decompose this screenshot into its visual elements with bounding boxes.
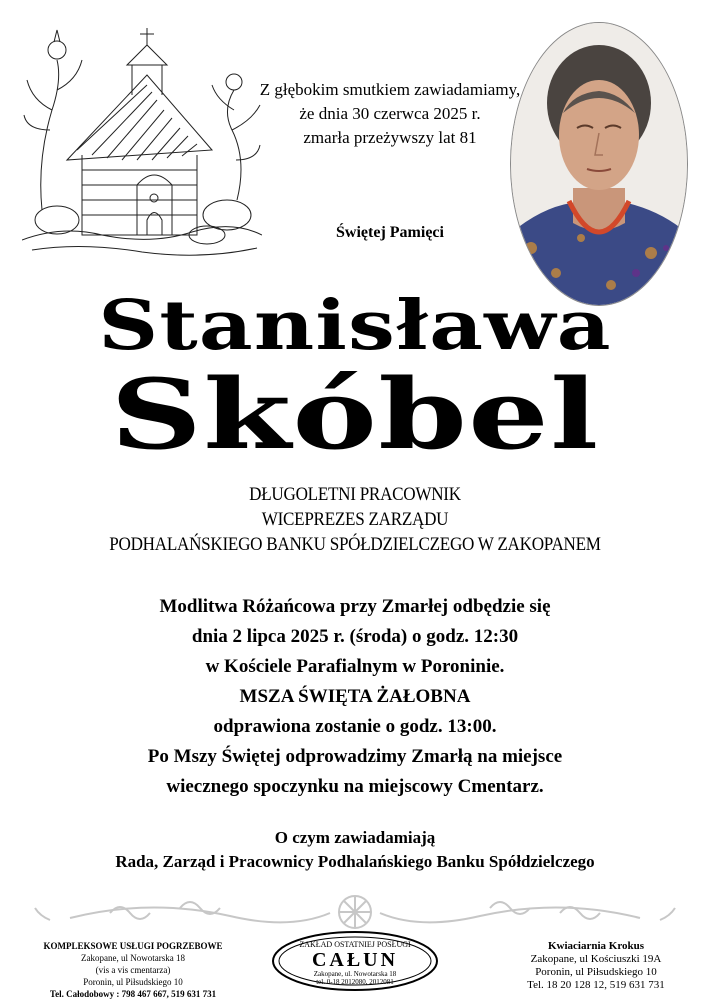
florist-phone: Tel. 18 20 128 12, 519 631 731 (527, 979, 665, 991)
florist-address-1: Zakopane, ul Kościuszki 19A (530, 953, 662, 965)
ceremony-info (0, 592, 710, 802)
memory-heading: Świętej Pamięci (336, 224, 444, 241)
intro-line-2: że dnia 30 czerwca 2025 r. (299, 104, 481, 123)
funeral-services-address-note: (vis a vis cmentarza) (95, 965, 171, 975)
ceremony-line: Modlitwa Różańcowa przy Zmarłej odbędzie się (159, 596, 551, 617)
ceremony-line: odprawiona zostanie o godz. 13:00. (213, 716, 497, 737)
role-line: DŁUGOLETNI PRACOWNIK (249, 484, 461, 505)
badge-name: CAŁUN (311, 949, 399, 971)
florist-info (486, 940, 706, 992)
funeral-services-title: KOMPLEKSOWE USŁUGI POGRZEBOWE (43, 941, 223, 951)
portrait-photo (510, 22, 688, 306)
funeral-services-info (18, 940, 248, 1000)
role-line: PODHALAŃSKIEGO BANKU SPÓŁDZIELCZEGO W ZAKOPANEM (109, 534, 601, 555)
ceremony-line: Po Mszy Świętej odprowadzimy Zmarłą na miejsce (147, 746, 563, 767)
notify-line-2: Rada, Zarząd i Pracownicy Podhalańskiego Banku Spółdzielczego (115, 852, 595, 871)
first-name: Stanisława (98, 286, 612, 366)
intro-line-3: zmarła przeżywszy lat 81 (303, 128, 477, 147)
ceremony-line: wiecznego spoczynku na miejscowy Cmentarz. (166, 776, 544, 797)
calun-logo (270, 930, 440, 992)
notify-line-1: O czym zawiadamiają (274, 828, 436, 847)
ceremony-line: dnia 2 lipca 2025 r. (środa) o godz. 12:30 (191, 626, 519, 647)
ceremony-line: MSZA ŚWIĘTA ŻAŁOBNA (239, 686, 471, 707)
badge-top-text: ZAKŁAD OSTATNIEJ POSŁUGI (299, 940, 411, 949)
badge-phone: tel. 0-18 2012080, 2012081 (316, 978, 394, 986)
roles-block (0, 482, 710, 557)
florist-title: Kwiaciarnia Krokus (547, 940, 645, 952)
badge-address: Zakopane, ul. Nowotarska 18 (313, 970, 397, 978)
ceremony-line: w Kościele Parafialnym w Poroninie. (205, 656, 505, 677)
chapel-illustration (22, 20, 262, 260)
funeral-services-address-2: Poronin, ul Piłsudskiego 10 (83, 977, 183, 987)
role-line: WICEPREZES ZARZĄDU (261, 509, 449, 530)
florist-address-2: Poronin, ul Piłsudskiego 10 (535, 966, 657, 978)
last-name: Skóbel (110, 358, 600, 471)
intro-line-1: Z głębokim smutkiem zawiadamiamy, (259, 80, 521, 99)
funeral-services-phone: Tel. Całodobowy : 798 467 667, 519 631 731 (49, 989, 217, 999)
funeral-services-address-1: Zakopane, ul Nowotarska 18 (81, 953, 185, 963)
notify-block (0, 826, 710, 874)
intro-text (240, 78, 540, 150)
